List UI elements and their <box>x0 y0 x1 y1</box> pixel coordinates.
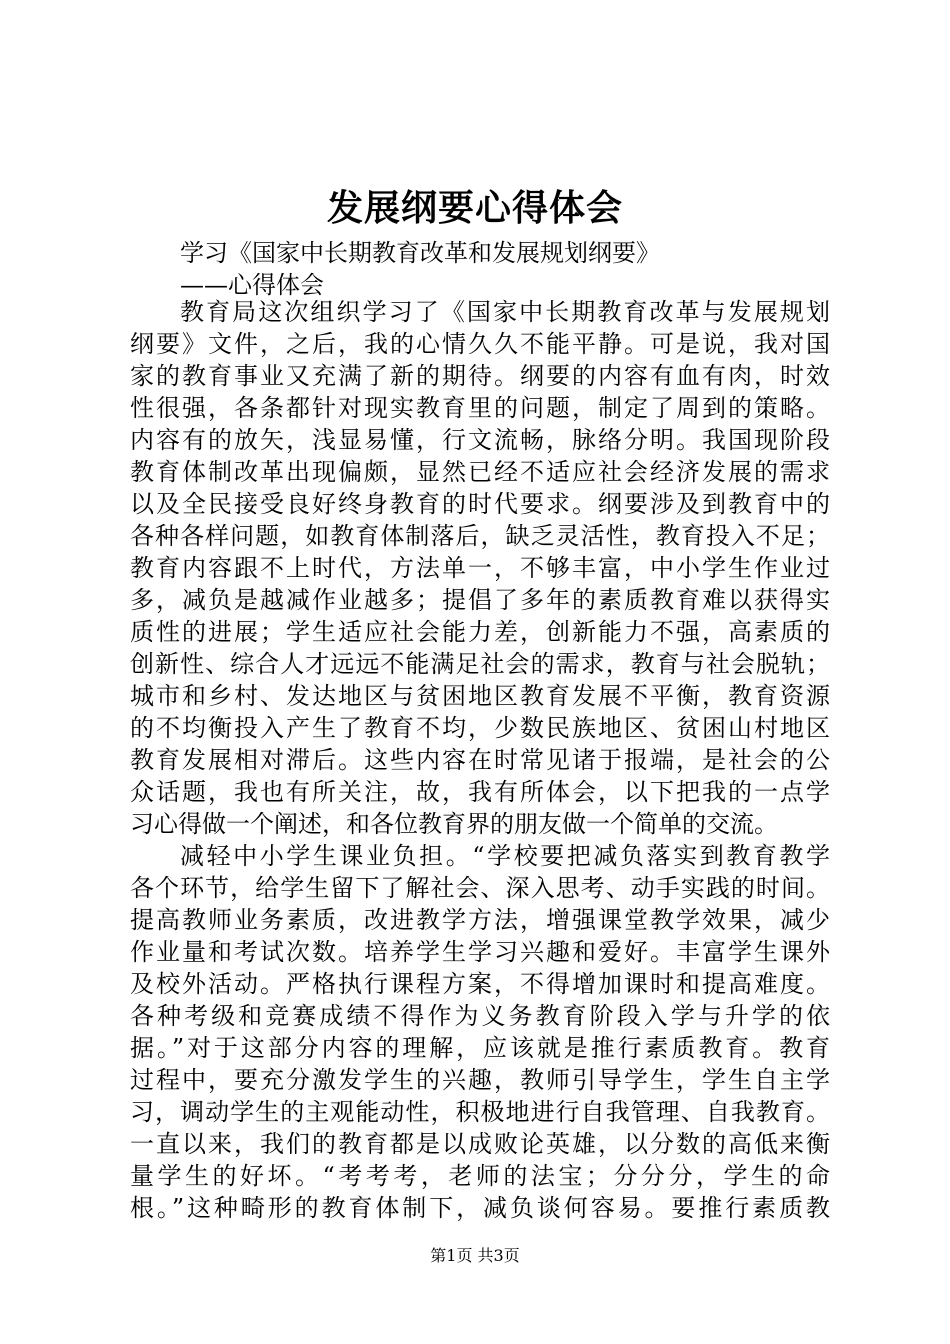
document-body <box>130 296 830 1224</box>
body-line: 一直以来，我们的教育都是以成败论英雄，以分数的高低来衡 <box>130 1130 830 1158</box>
body-line: 城市和乡村、发达地区与贫困地区教育发展不平衡，教育资源 <box>130 682 830 710</box>
page-number-footer: 第1页 共3页 <box>430 1246 520 1265</box>
body-line: 习，调动学生的主观能动性，积极地进行自我管理、自我教育。 <box>130 1098 830 1126</box>
document-subtitle-line-1: 学习《国家中长期教育改革和发展规划纲要》 <box>180 239 660 267</box>
body-line: 作业量和考试次数。培养学生学习兴趣和爱好。丰富学生课外 <box>130 938 830 966</box>
body-line: 习心得做一个阐述，和各位教育界的朋友做一个简单的交流。 <box>130 810 778 838</box>
body-line: 据。”对于这部分内容的理解，应该就是推行素质教育。教育 <box>130 1034 830 1062</box>
body-line: 创新性、综合人才远远不能满足社会的需求，教育与社会脱轨； <box>130 650 830 678</box>
body-line: 各种考级和竞赛成绩不得作为义务教育阶段入学与升学的依 <box>130 1002 830 1030</box>
body-line: 的不均衡投入产生了教育不均，少数民族地区、贫困山村地区 <box>130 714 830 742</box>
body-line: 众话题，我也有所关注，故，我有所体会，以下把我的一点学 <box>130 778 830 806</box>
body-line: 教育局这次组织学习了《国家中长期教育改革与发展规划 <box>180 298 830 326</box>
body-line: 教育发展相对滞后。这些内容在时常见诸于报端，是社会的公 <box>130 746 830 774</box>
body-line: 教育内容跟不上时代，方法单一，不够丰富，中小学生作业过 <box>130 554 830 582</box>
body-line: 纲要》文件，之后，我的心情久久不能平静。可是说，我对国 <box>130 330 830 358</box>
body-line: 提高教师业务素质，改进教学方法，增强课堂教学效果，减少 <box>130 906 830 934</box>
body-line: 家的教育事业又充满了新的期待。纲要的内容有血有肉，时效 <box>130 362 830 390</box>
body-line: 内容有的放矢，浅显易懂，行文流畅，脉络分明。我国现阶段 <box>130 426 830 454</box>
body-line: 多，减负是越减作业越多；提倡了多年的素质教育难以获得实 <box>130 586 830 614</box>
body-line: 量学生的好坏。“考考考，老师的法宝；分分分，学生的命 <box>130 1162 830 1190</box>
body-line: 过程中，要充分激发学生的兴趣，教师引导学生，学生自主学 <box>130 1066 830 1094</box>
document-title: 发展纲要心得体会 <box>326 187 623 229</box>
body-line: 根。”这种畸形的教育体制下，减负谈何容易。要推行素质教 <box>130 1194 830 1222</box>
body-line: 减轻中小学生课业负担。“学校要把减负落实到教育教学 <box>180 842 830 870</box>
body-line: 各种各样问题，如教育体制落后，缺乏灵活性，教育投入不足； <box>130 522 830 550</box>
body-line: 性很强，各条都针对现实教育里的问题，制定了周到的策略。 <box>130 394 830 422</box>
body-line: 教育体制改革出现偏颇，显然已经不适应社会经济发展的需求 <box>130 458 830 486</box>
body-line: 及校外活动。严格执行课程方案，不得增加课时和提高难度。 <box>130 970 830 998</box>
document-subtitle-line-2: ——心得体会 <box>180 271 324 299</box>
body-line: 以及全民接受良好终身教育的时代要求。纲要涉及到教育中的 <box>130 490 830 518</box>
body-line: 质性的进展；学生适应社会能力差，创新能力不强，高素质的 <box>130 618 830 646</box>
body-line: 各个环节，给学生留下了解社会、深入思考、动手实践的时间。 <box>130 874 830 902</box>
